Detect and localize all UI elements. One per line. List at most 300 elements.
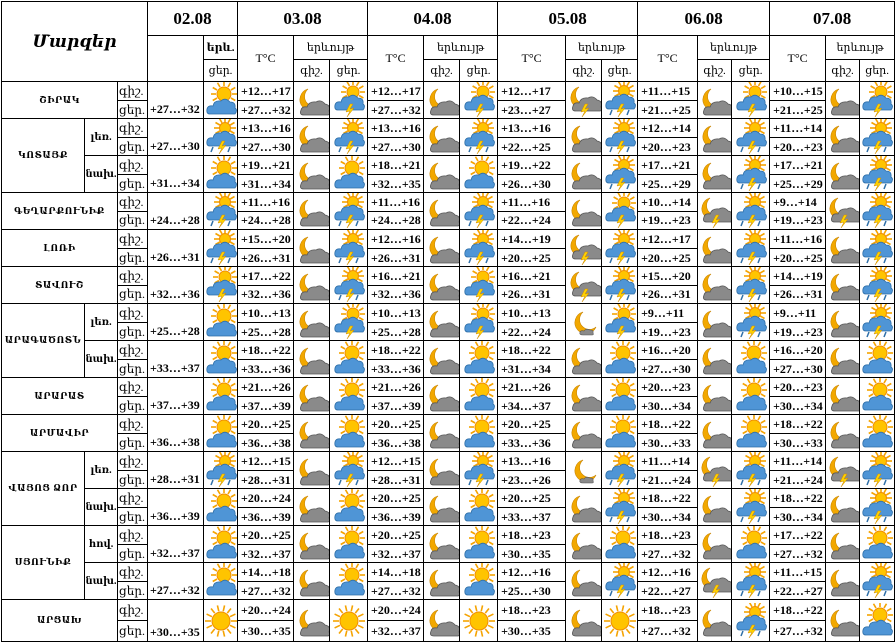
day-temp: +36…+39 [368, 508, 424, 526]
sun-cloud-icon [734, 415, 768, 451]
moon-cloud-icon [295, 267, 329, 303]
day-temp: +27…+32 [638, 545, 698, 563]
moon-cloud-icon [295, 489, 329, 525]
day-temp: +36…+38 [238, 434, 294, 452]
night-temp: +10…+14 [638, 193, 698, 212]
sky-header: երևույթ [566, 36, 638, 60]
moon-cloud-icon [294, 378, 330, 415]
storm-icon [460, 82, 498, 119]
rain-storm-icon [603, 230, 637, 266]
rain-storm-icon [330, 452, 368, 489]
sun-cloud-icon [603, 341, 637, 377]
night-temp: +10…+13 [368, 304, 424, 323]
moon-cloud-icon [294, 304, 330, 341]
rain-storm-icon [860, 156, 895, 193]
night-temp: +11…+14 [770, 119, 826, 138]
rain-storm-icon [602, 156, 638, 193]
rain-storm-icon [732, 230, 770, 267]
day-temp: +27…+32 [368, 582, 424, 600]
rain-storm-icon [734, 119, 768, 155]
moon-storm-icon [826, 452, 860, 488]
moon-cloud-icon [425, 378, 459, 414]
moon-cloud-icon [826, 156, 860, 193]
night-label: գիշ. [118, 378, 148, 397]
day-temp: +21…+24 [638, 471, 698, 489]
moon-cloud-icon [698, 341, 732, 378]
table-row [2, 304, 895, 323]
rain-storm-icon [602, 489, 638, 526]
night-temp: +21…+26 [368, 378, 424, 397]
night-label: գիշ. [118, 82, 148, 101]
moon-cloud-icon [424, 119, 460, 156]
night-temp: +20…+25 [368, 489, 424, 508]
day-temp: +22…+24 [498, 211, 566, 230]
moon-cloud-icon [294, 193, 330, 230]
rain-storm-icon [204, 452, 238, 488]
moon-cloud-icon [698, 82, 732, 119]
moon-cloud-icon [425, 526, 459, 562]
day-temp: +27…+32 [368, 101, 424, 119]
rain-storm-icon [860, 119, 894, 155]
moon-cloud-icon [826, 378, 860, 414]
rain-storm-icon [332, 193, 366, 229]
moon-cloud-icon [295, 193, 329, 229]
moon-cloud-icon [698, 415, 732, 451]
rain-storm-icon [603, 267, 637, 303]
sun-cloud-icon [460, 526, 498, 563]
sun-cloud-icon [332, 415, 366, 451]
moon-cloud-icon [826, 267, 860, 303]
day-temp: +26…+31 [770, 285, 826, 304]
rain-storm-icon [732, 156, 770, 193]
night-temp: +12…+16 [638, 563, 698, 582]
sun-icon [602, 600, 638, 642]
rain-storm-icon [332, 452, 366, 488]
night-temp: +16…+21 [498, 267, 566, 286]
rain-storm-icon [732, 304, 770, 341]
rain-storm-icon [732, 600, 770, 642]
day-label: ցեր. [118, 508, 148, 526]
rain-storm-icon [732, 452, 770, 489]
day-temp: +30…+34 [770, 508, 826, 526]
rain-storm-icon [734, 267, 768, 303]
rain-storm-icon [204, 193, 238, 229]
region-name: ԱՐԱԳԱԾՈՏՆ [2, 304, 85, 378]
moon-cloud-icon [698, 267, 732, 304]
day-temp: +23…+27 [498, 101, 566, 119]
storm-icon [460, 304, 498, 341]
day-temp: +34…+37 [498, 397, 566, 415]
day-temp: +22…+25 [498, 138, 566, 156]
night-label: գիշ. [118, 452, 148, 471]
moon-cloud-icon [698, 230, 732, 266]
sun-cloud-icon [860, 378, 894, 414]
night-temp: +18…+22 [238, 341, 294, 360]
moon-cloud-icon [826, 230, 860, 266]
moon-cloud-icon [295, 156, 329, 192]
rain-storm-icon [732, 193, 770, 230]
storm-icon [860, 82, 894, 118]
sun-cloud-icon [330, 563, 368, 600]
night-temp: +20…+25 [238, 526, 294, 545]
night-temp: +20…+25 [368, 415, 424, 434]
night-temp: +14…+19 [498, 230, 566, 249]
moon-cloud-icon [826, 526, 860, 562]
temp-value: +31…+34 [148, 156, 204, 193]
sun-cloud-icon [204, 415, 238, 451]
day-header: ցեր. [732, 60, 770, 82]
moon-cloud-icon [698, 378, 732, 414]
rain-storm-icon [603, 82, 637, 118]
moon-cloud-icon [425, 415, 459, 451]
moon-cloud-icon [698, 415, 732, 452]
moon-cloud-icon [294, 341, 330, 378]
night-temp: +17…+21 [770, 156, 826, 175]
rain-storm-icon [860, 489, 895, 526]
rain-storm-icon [860, 267, 894, 303]
day-label: ցեր. [118, 101, 148, 119]
day-temp: +36…+39 [238, 508, 294, 526]
sun-cloud-icon [603, 526, 637, 562]
night-temp: +17…+22 [238, 267, 294, 286]
night-temp: +18…+23 [498, 526, 566, 545]
temp-value: +27…+30 [148, 119, 204, 156]
sun-cloud-icon [330, 378, 368, 415]
sun-cloud-icon [860, 378, 895, 415]
rain-storm-icon [860, 267, 895, 304]
night-temp: +11…+15 [638, 82, 698, 101]
night-temp: +18…+22 [770, 415, 826, 434]
rain-storm-icon [603, 489, 637, 525]
night-header: գիշ. [424, 60, 460, 82]
sun-cloud-icon [204, 304, 238, 340]
day-temp: +27…+30 [368, 138, 424, 156]
day-temp: +32…+37 [368, 621, 424, 642]
rain-storm-icon [734, 193, 768, 229]
day-temp: +25…+29 [770, 175, 826, 193]
day-header: ցեր. [204, 60, 238, 82]
temp-header: T°C [770, 36, 826, 82]
day-temp: +25…+28 [238, 323, 294, 341]
moon-cloud-icon [425, 341, 459, 377]
moon-cloud-icon [698, 526, 732, 562]
sun-cloud-icon [204, 341, 238, 378]
rain-storm-icon [603, 452, 637, 488]
temp-value: +27…+32 [148, 82, 204, 119]
sun-cloud-icon [460, 489, 498, 526]
night-label: գիշ. [118, 119, 148, 138]
night-temp: +12…+16 [498, 563, 566, 582]
sun-cloud-icon [462, 156, 496, 192]
moon-cloud-icon [567, 603, 601, 639]
temp-value: +32…+36 [148, 267, 204, 304]
day-temp: +27…+32 [238, 101, 294, 119]
moon-cloud-icon [826, 341, 860, 378]
moon-cloud-icon [826, 156, 860, 192]
temp-value: +36…+39 [148, 489, 204, 526]
rain-storm-icon [330, 230, 368, 267]
sun-cloud-icon [204, 489, 238, 526]
rain-storm-icon [603, 563, 637, 599]
day-temp: +32…+37 [238, 545, 294, 563]
day-header: ցեր. [602, 60, 638, 82]
day-temp: +31…+34 [498, 360, 566, 378]
rain-storm-icon [860, 563, 894, 599]
sun-cloud-icon [734, 378, 768, 414]
rain-storm-icon [204, 230, 238, 267]
night-temp: +18…+22 [368, 341, 424, 360]
sun-cloud-icon [462, 378, 496, 414]
storm-icon [603, 304, 637, 340]
moon-cloud-icon [424, 452, 460, 489]
table-row [2, 82, 895, 101]
day-temp: +30…+35 [498, 621, 566, 642]
day-temp: +25…+29 [638, 175, 698, 193]
sun-cloud-icon [330, 415, 368, 452]
sun-icon [462, 603, 496, 639]
moon-cloud-icon [826, 600, 860, 642]
day-temp: +24…+28 [238, 211, 294, 230]
night-temp: +9…+11 [770, 304, 826, 323]
table-row [2, 489, 895, 508]
rain-storm-icon [460, 230, 498, 267]
day-temp: +20…+25 [638, 249, 698, 267]
storm-icon [460, 267, 498, 304]
moon-cloud-icon [424, 563, 460, 600]
rain-storm-icon [734, 230, 768, 266]
moon-storm-icon [698, 193, 732, 229]
moon-cloud-icon [566, 489, 602, 526]
moon-cloud-icon [567, 378, 601, 414]
moon-cloud-icon [425, 603, 459, 639]
moon-cloud-icon [425, 267, 459, 303]
moon-cloud-icon [424, 415, 460, 452]
moon-cloud-icon [294, 600, 330, 642]
storm-icon [462, 267, 496, 303]
night-temp: +20…+25 [368, 526, 424, 545]
moon-cloud-icon [566, 526, 602, 563]
moon-storm-icon [566, 82, 602, 119]
moon-cloud-icon [826, 341, 860, 377]
night-temp: +18…+22 [498, 341, 566, 360]
day-temp: +23…+26 [498, 471, 566, 489]
sun-cloud-icon [332, 563, 366, 599]
rain-storm-icon [602, 563, 638, 600]
night-temp: +9…+11 [638, 304, 698, 323]
storm-icon [732, 82, 770, 119]
day-temp: +33…+37 [498, 508, 566, 526]
sun-cloud-icon [204, 378, 238, 415]
storm-icon [603, 193, 637, 229]
moon-cloud-icon [698, 526, 732, 563]
subregion-name: նախ. [85, 156, 118, 193]
day-temp: +33…+36 [368, 360, 424, 378]
night-label: գիշ. [118, 156, 148, 175]
night-temp: +12…+17 [368, 82, 424, 101]
day-header: ցեր. [860, 60, 895, 82]
day-temp: +30…+35 [238, 621, 294, 642]
moon-cloud-icon [698, 156, 732, 193]
moon-icon [567, 452, 601, 488]
moon-cloud-icon [294, 82, 330, 119]
day-temp: +32…+36 [238, 285, 294, 304]
night-header: գիշ. [826, 60, 860, 82]
rain-storm-icon [860, 193, 894, 229]
day-temp: +27…+32 [770, 545, 826, 563]
sun-cloud-icon [732, 526, 770, 563]
sun-cloud-icon [462, 489, 496, 525]
table-row [2, 230, 895, 249]
rain-storm-icon [602, 82, 638, 119]
day-temp: +26…+31 [368, 249, 424, 267]
night-temp: +20…+24 [368, 600, 424, 621]
table-row [2, 452, 895, 471]
sun-cloud-icon [204, 563, 238, 599]
sun-icon [204, 603, 238, 639]
night-temp: +10…+15 [770, 82, 826, 101]
night-temp: +9…+14 [770, 193, 826, 212]
rain-storm-icon [603, 119, 637, 155]
day-temp: +37…+39 [368, 397, 424, 415]
date-header: 05.08 [498, 2, 638, 36]
storm-icon [332, 82, 366, 118]
sun-icon [330, 600, 368, 642]
day-temp: +36…+38 [368, 434, 424, 452]
rain-storm-icon [603, 156, 637, 192]
rain-storm-icon [734, 563, 768, 599]
rain-storm-icon [204, 230, 238, 266]
moon-cloud-icon [826, 304, 860, 340]
night-temp: +11…+16 [238, 193, 294, 212]
night-temp: +14…+19 [770, 267, 826, 286]
night-temp: +18…+22 [638, 415, 698, 434]
day-temp: +24…+28 [368, 211, 424, 230]
moon-cloud-icon [295, 563, 329, 599]
temp-value: +36…+38 [148, 415, 204, 452]
moon-storm-icon [698, 563, 732, 599]
moon-cloud-icon [295, 82, 329, 118]
sun-cloud-icon [860, 415, 894, 451]
moon-cloud-icon [826, 563, 860, 600]
table-row [2, 415, 895, 434]
temp-value: +37…+39 [148, 378, 204, 415]
sky-header: երևույթ [424, 36, 498, 60]
day-temp: +32…+35 [368, 175, 424, 193]
moon-cloud-icon [294, 452, 330, 489]
rain-storm-icon [462, 230, 496, 266]
moon-cloud-icon [425, 193, 459, 229]
moon-cloud-icon [826, 489, 860, 526]
day-temp: +25…+28 [368, 323, 424, 341]
table-row [2, 193, 895, 212]
moon-storm-icon [566, 230, 602, 267]
day-label: ցեր. [118, 434, 148, 452]
night-temp: +11…+14 [638, 452, 698, 471]
night-temp: +17…+22 [770, 526, 826, 545]
night-temp: +19…+21 [238, 156, 294, 175]
moon-cloud-icon [425, 82, 459, 118]
moon-cloud-icon [698, 82, 732, 118]
night-temp: +14…+18 [368, 563, 424, 582]
day-label: ցեր. [118, 471, 148, 489]
day-label: ցեր. [118, 211, 148, 230]
night-temp: +20…+25 [498, 489, 566, 508]
sun-cloud-icon [204, 526, 238, 562]
storm-icon [330, 304, 368, 341]
day-temp: +19…+23 [770, 211, 826, 230]
moon-cloud-icon [295, 119, 329, 155]
day-header: ցեր. [330, 60, 368, 82]
moon-cloud-icon [826, 563, 860, 599]
moon-cloud-icon [294, 267, 330, 304]
night-temp: +20…+24 [238, 600, 294, 621]
moon-cloud-icon [295, 415, 329, 451]
moon-storm-icon [567, 267, 601, 303]
date-header: 03.08 [238, 2, 368, 36]
sun-icon [332, 603, 366, 639]
day-temp: +22…+27 [638, 582, 698, 600]
rain-storm-icon [734, 489, 768, 525]
rain-storm-icon [860, 230, 895, 267]
night-label: գիշ. [118, 600, 148, 621]
day-label: ցեր. [118, 323, 148, 341]
region-name: ՏԱՎՈՒՇ [2, 267, 118, 304]
day-temp: +19…+23 [638, 323, 698, 341]
sun-cloud-icon [462, 526, 496, 562]
moon-cloud-icon [826, 304, 860, 341]
moon-cloud-icon [424, 267, 460, 304]
rain-storm-icon [732, 119, 770, 156]
sun-cloud-icon [330, 341, 368, 378]
moon-cloud-icon [424, 193, 460, 230]
moon-cloud-icon [424, 489, 460, 526]
night-temp: +16…+21 [368, 267, 424, 286]
sun-cloud-icon [462, 415, 496, 451]
day-label: ցեր. [118, 249, 148, 267]
moon-cloud-icon [424, 378, 460, 415]
day-temp: +22…+27 [770, 582, 826, 600]
sun-cloud-icon [332, 489, 366, 525]
moon-cloud-icon [567, 193, 601, 229]
night-label: գիշ. [118, 230, 148, 249]
subregion-name: հով. [85, 526, 118, 563]
moon-storm-icon [826, 452, 860, 489]
rain-storm-icon [462, 452, 496, 488]
moon-storm-icon [566, 267, 602, 304]
moon-icon [566, 304, 602, 341]
moon-storm-icon [826, 193, 860, 230]
sun-cloud-icon [460, 156, 498, 193]
night-temp: +20…+23 [770, 378, 826, 397]
moon-cloud-icon [698, 230, 732, 267]
rain-storm-icon [860, 452, 895, 489]
moon-cloud-icon [425, 230, 459, 266]
moon-cloud-icon [567, 119, 601, 155]
rain-storm-icon [204, 119, 238, 155]
night-label: գիշ. [118, 193, 148, 212]
night-label: գիշ. [118, 304, 148, 323]
sun-cloud-icon [204, 82, 238, 118]
day-header: ցեր. [460, 60, 498, 82]
sun-cloud-icon [602, 415, 638, 452]
moon-cloud-icon [425, 563, 459, 599]
moon-cloud-icon [424, 230, 460, 267]
rain-storm-icon [732, 489, 770, 526]
rain-storm-icon [860, 304, 895, 341]
rain-storm-icon [204, 119, 238, 156]
sun-cloud-icon [204, 378, 238, 414]
subregion-name: լեռ. [85, 452, 118, 489]
